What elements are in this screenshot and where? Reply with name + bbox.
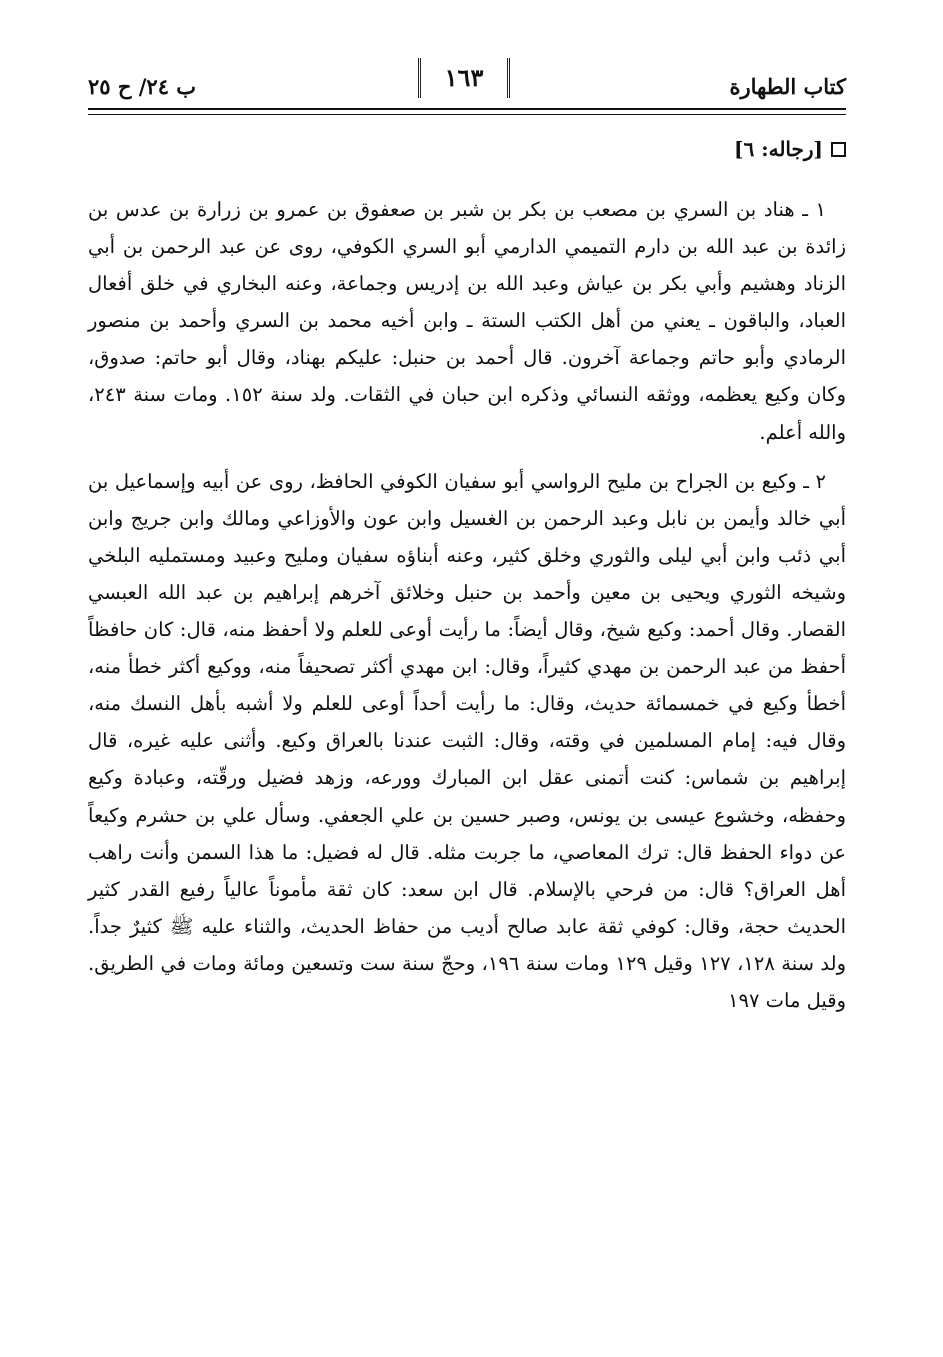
header-rule-thin	[88, 114, 846, 115]
page-number: ١٦٣	[418, 58, 510, 98]
section-heading	[734, 137, 846, 161]
checkbox-square-icon	[831, 142, 846, 157]
header-rule-thick	[88, 108, 846, 110]
book-title: كتاب الطهارة	[729, 74, 846, 99]
page-header	[88, 58, 846, 108]
paragraph-narrator-2: ٢ ـ وكيع بن الجراح بن مليح الرواسي أبو سفيان الكوفي الحافظ، روى عن أبيه وإسماعيل بن أبي خالد وأيمن بن نابل وعبد الرحمن بن الغسيل وابن عون والأوزاعي ومالك وابن جريج وابن أبي ذئب وابن أبي ليلى والثوري وخلق كثير، وعنه أبناؤه سفيان ومليح وعبيد ومستمليه البلخي وشيخه الثوري ويحيى بن معين وأحمد بن حنبل وخلائق آخرهم إبراهيم بن عبد الله العبسي القصار. وقال أحمد: وكيع شيخ، وقال أيضاً: ما رأيت أوعى للعلم ولا أحفظ منه، قال: كان حافظاً أحفظ من عبد الرحمن بن مهدي كثيراً، وقال: ابن مهدي أكثر تصحيفاً منه، ووكيع أكثر خطأ منه، أخطأ وكيع في خمسمائة حديث، وقال: ما رأيت أحداً أوعى للعلم ولا أشبه بأهل النسك منه، وقال فيه: إمام المسلمين في وقته، وقال: الثبت عندنا بالعراق وكيع. وأثنى عليه غيره، قال إبراهيم بن شماس: كنت أتمنى عقل ابن المبارك وورعه، وزهد فضيل ورقّته، وعبادة وكيع وحفظه، وخشوع عيسى بن يونس، وصبر حسين بن علي الجعفي. وسأل علي بن حشرم وكيعاً عن دواء الحفظ قال: ترك المعاصي، ما جربت مثله. قال له فضيل: ما هذا السمن وأنت راهب أهل العراق؟ قال: من فرحي بالإسلام. قال ابن سعد: كان ثقة مأموناً عالياً رفيع القدر كثير الحديث حجة، وقال: كوفي ثقة عابد صالح أديب من حفاظ الحديث، والثناء عليه ﷺ كثيرٌ جداً. ولد سنة ١٢٨، ١٢٧ وقيل ١٢٩ ومات سنة ١٩٦، وحجّ سنة ست وتسعين ومائة ومات في الطريق. وقيل مات ١٩٧	[88, 469, 846, 1012]
paragraph-narrator-1: ١ ـ هناد بن السري بن مصعب بن بكر بن شبر بن صعفوق بن عمرو بن زرارة بن عدس بن زائدة بن عبد الله بن دارم التميمي الدارمي أبو السري الكوفي، روى عن عبد الرحمن بن أبي الزناد وهشيم وأبي بكر بن عياش وعبد الله بن إدريس وجماعة، وعنه البخاري في خلق أفعال العباد، والباقون ـ يعني من أهل الكتب الستة ـ وابن أخيه محمد بن السري وأحمد بن منصور الرمادي وأبو حاتم وجماعة آخرون. قال أحمد بن حنبل: عليكم بهناد، وقال أبو حاتم: صدوق، وكان وكيع يعظمه، ووثقه النسائي وذكره ابن حبان في الثقات. ولد سنة ١٥٢. ومات سنة ٢٤٣، والله أعلم.	[88, 198, 846, 444]
chapter-reference: ب ٢٤/ ح ٢٥	[88, 74, 197, 99]
body-text	[88, 191, 846, 1031]
section-heading-text: [رجاله: ٦]	[734, 137, 823, 161]
